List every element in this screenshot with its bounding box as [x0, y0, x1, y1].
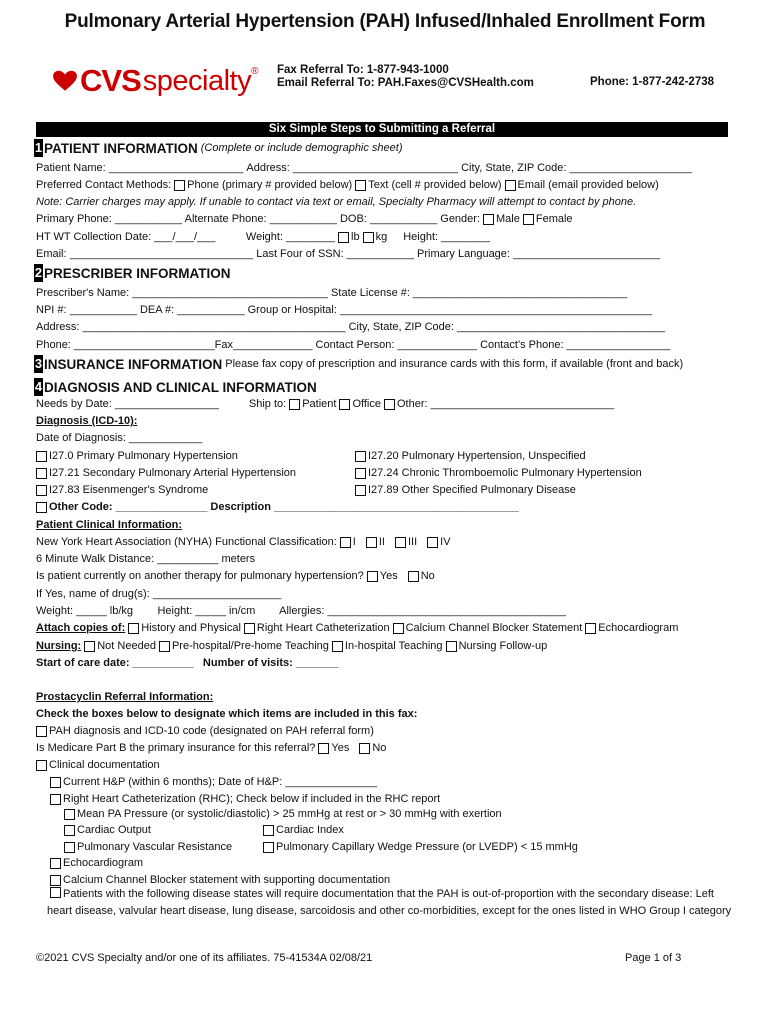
section-subtitle: Please fax copy of prescription and insurance cards with this form, if available (front and back)	[225, 358, 684, 370]
option-label: Patient	[302, 398, 337, 410]
lb-checkbox[interactable]	[338, 232, 349, 243]
height-field[interactable]: Height: ________	[403, 231, 491, 243]
option-label: Text (cell # provided below)	[368, 179, 502, 191]
option-label: kg	[375, 231, 388, 243]
section-subtitle: (Complete or include demographic sheet)	[200, 142, 403, 154]
item-label: Clinical documentation	[49, 759, 160, 771]
preferred-contact-line	[36, 178, 659, 192]
dx-option	[33, 466, 296, 480]
attach-ccb-checkbox[interactable]	[393, 623, 404, 634]
nursing-inhospital-checkbox[interactable]	[332, 641, 343, 652]
needs-by-field[interactable]: Needs by Date: _________________	[36, 398, 219, 410]
email-checkbox[interactable]	[505, 180, 516, 191]
item-label: Cardiac Index	[276, 824, 344, 836]
clinical-doc-checkbox[interactable]	[36, 760, 47, 771]
text-checkbox[interactable]	[355, 180, 366, 191]
pvr-item	[61, 840, 232, 854]
address-field[interactable]: Address: ___________________________	[246, 162, 462, 174]
other-therapy-label: Is patient currently on another therapy for pulmonary hypertension?	[36, 570, 364, 582]
clinical-doc-item	[33, 758, 160, 772]
clinical-info-heading: Patient Clinical Information:	[36, 519, 183, 531]
steps-banner: Six Simple Steps to Submitting a Referral	[36, 122, 728, 137]
cardiac-output-item	[61, 823, 151, 837]
female-checkbox[interactable]	[523, 214, 534, 225]
option-label: Nursing Follow-up	[458, 640, 548, 652]
nyha-3-checkbox[interactable]	[395, 537, 406, 548]
nursing-prehome-checkbox[interactable]	[159, 641, 170, 652]
prescriber-name-line[interactable]: Prescriber's Name: ________________________________ State License #: ___________________________________	[36, 287, 628, 299]
phone-checkbox[interactable]	[174, 180, 185, 191]
ship-office-checkbox[interactable]	[339, 399, 350, 410]
mpa-item	[61, 807, 502, 821]
dx-option	[33, 483, 208, 497]
rhc-item	[47, 792, 440, 806]
cardiac-output-checkbox[interactable]	[64, 825, 75, 836]
medicare-label: Is Medicare Part B the primary insurance for this referral?	[36, 742, 316, 754]
dx-label: I27.89 Other Specified Pulmonary Disease	[368, 484, 576, 496]
option-label: Yes	[331, 742, 350, 754]
city-field[interactable]: City, State, ZIP Code: ____________________	[461, 162, 692, 174]
item-label: Cardiac Output	[77, 824, 151, 836]
disease-states-checkbox[interactable]	[50, 887, 61, 898]
option-label: Female	[535, 213, 573, 225]
diagnosis-heading: Diagnosis (ICD-10):	[36, 415, 138, 427]
carrier-note: Note: Carrier charges may apply. If unable to contact via text or email, Specialty Pharmacy will attempt to contact by phone.	[36, 196, 637, 208]
dx-checkbox[interactable]	[36, 485, 47, 496]
nyha-label: New York Heart Association (NYHA) Functional Classification:	[36, 536, 337, 548]
dx-checkbox[interactable]	[355, 468, 366, 479]
htwt-fields[interactable]: HT WT Collection Date: ___/___/___ Weight: ________	[36, 231, 336, 243]
dx-option	[352, 449, 586, 463]
nursing-followup-checkbox[interactable]	[446, 641, 457, 652]
item-label: Pulmonary Vascular Resistance	[77, 841, 233, 853]
ccb-item	[47, 873, 390, 887]
option-label: Echocardiogram	[598, 622, 679, 634]
item-label: Current H&P (within 6 months); Date of H&P: _______________	[63, 776, 378, 788]
echo-item	[47, 856, 143, 870]
pah-dx-item	[33, 724, 374, 738]
referral-contacts	[277, 64, 534, 90]
option-label: Other: ______________________________	[396, 398, 615, 410]
section-3-header	[34, 355, 683, 373]
item-label: Echocardiogram	[63, 857, 144, 869]
dx-option	[352, 483, 576, 497]
fax-referral: Fax Referral To: 1-877-943-1000	[277, 64, 449, 76]
option-label: History and Physical	[141, 622, 241, 634]
therapy-no-checkbox[interactable]	[408, 571, 419, 582]
section-2-header	[34, 264, 231, 282]
nursing-label: Nursing:	[36, 640, 82, 652]
section-title: DIAGNOSIS AND CLINICAL INFORMATION	[44, 379, 317, 395]
attach-hp-checkbox[interactable]	[128, 623, 139, 634]
email-ssn-line[interactable]: Email: ______________________________ Last Four of SSN: ___________ Primary Language: ________________________	[36, 248, 660, 260]
male-checkbox[interactable]	[483, 214, 494, 225]
mpa-checkbox[interactable]	[64, 809, 75, 820]
phone-dob-line	[36, 212, 573, 226]
nyha-1-checkbox[interactable]	[340, 537, 351, 548]
medicare-no-checkbox[interactable]	[359, 743, 370, 754]
nyha-2-checkbox[interactable]	[366, 537, 377, 548]
option-label: Right Heart Catheterization	[256, 622, 390, 634]
section-4-header	[34, 378, 317, 396]
nyha-line	[36, 535, 451, 549]
weight-height-allergies-line[interactable]: Weight: _____ lb/kg Height: _____ in/cm Allergies: _______________________________________	[36, 605, 567, 617]
section-number: 4	[34, 379, 43, 394]
hp-checkbox[interactable]	[50, 777, 61, 788]
prescriber-address-line[interactable]: Address: ___________________________________________ City, State, ZIP Code: __________________________________	[36, 321, 665, 333]
option-label: Office	[352, 398, 381, 410]
therapy-yes-checkbox[interactable]	[367, 571, 378, 582]
heart-icon	[52, 68, 78, 94]
kg-checkbox[interactable]	[363, 232, 374, 243]
ccb-checkbox[interactable]	[50, 875, 61, 886]
npi-line[interactable]: NPI #: ___________ DEA #: ___________ Group or Hospital: ___________________________________________________	[36, 304, 652, 316]
ship-patient-checkbox[interactable]	[289, 399, 300, 410]
pcwp-item	[260, 840, 578, 854]
option-label: Pre-hospital/Pre-home Teaching	[171, 640, 329, 652]
dx-label: I27.0 Primary Pulmonary Hypertension	[49, 450, 238, 462]
prescriber-phone-line[interactable]: Phone: _______________________Fax_____________ Contact Person: _____________ Contact's Phone: _________________	[36, 339, 671, 351]
rhc-checkbox[interactable]	[50, 794, 61, 805]
option-label: lb	[351, 231, 360, 243]
patient-name-field[interactable]: Patient Name: ______________________	[36, 162, 247, 174]
option-label: II	[378, 536, 385, 548]
option-label: I	[352, 536, 356, 548]
pvr-checkbox[interactable]	[64, 842, 75, 853]
section-number: 3	[34, 356, 43, 371]
option-label: III	[407, 536, 418, 548]
dx-checkbox[interactable]	[355, 485, 366, 496]
item-label: Right Heart Catheterization (RHC); Check below if included in the RHC report	[63, 793, 441, 805]
patient-name-line	[36, 161, 692, 175]
logo-suffix: specialty	[142, 64, 252, 97]
needs-by-line	[36, 397, 614, 411]
check-boxes-instruction: Check the boxes below to designate which items are included in this fax:	[36, 708, 418, 720]
other-therapy-line	[36, 569, 435, 583]
option-label: Calcium Channel Blocker Statement	[405, 622, 583, 634]
dx-label: I27.20 Pulmonary Hypertension, Unspecified	[368, 450, 586, 462]
dx-checkbox[interactable]	[36, 468, 47, 479]
dx-option	[352, 466, 642, 480]
pcwp-checkbox[interactable]	[263, 842, 274, 853]
echo-checkbox[interactable]	[50, 858, 61, 869]
drug-names-field[interactable]: If Yes, name of drug(s): _____________________	[36, 588, 282, 600]
option-label: No	[420, 570, 435, 582]
item-label: Patients with the following disease states will require documentation that the PAH is out-of-proportion with the secondary disease: Left heart disease, valvular heart disease, lung disease, sarcoidosis and other co-morbidities, except for the ones listed in WHO Group I category	[47, 888, 732, 917]
attach-copies-line	[36, 621, 678, 635]
logo-brand: CVS	[80, 63, 141, 98]
section-number: 2	[34, 265, 43, 280]
item-label: Calcium Channel Blocker statement with supporting documentation	[63, 874, 391, 886]
item-label: Mean PA Pressure (or systolic/diastolic) > 25 mmHg at rest or > 30 mmHg with exertion	[77, 808, 502, 820]
nursing-not-needed-checkbox[interactable]	[84, 641, 95, 652]
section-1-header	[34, 139, 403, 157]
pah-dx-checkbox[interactable]	[36, 726, 47, 737]
page-number: Page 1 of 3	[625, 952, 682, 964]
dx-option	[33, 449, 238, 463]
section-title: PRESCRIBER INFORMATION	[44, 265, 231, 281]
option-label: No	[372, 742, 387, 754]
prostacyclin-heading: Prostacyclin Referral Information:	[36, 691, 214, 703]
attach-rhc-checkbox[interactable]	[244, 623, 255, 634]
cardiac-index-checkbox[interactable]	[263, 825, 274, 836]
dx-label: I27.83 Eisenmenger's Syndrome	[49, 484, 209, 496]
other-code-field[interactable]: Other Code: _______________ Description ________________________________________	[49, 501, 519, 513]
form-title: Pulmonary Arterial Hypertension (PAH) Infused/Inhaled Enrollment Form	[64, 11, 706, 32]
logo-reg: ®	[251, 65, 259, 77]
other-code-line	[33, 500, 519, 514]
walk-distance-field[interactable]: 6 Minute Walk Distance: __________ meters	[36, 553, 256, 565]
dx-label: I27.24 Chronic Thromboemolic Pulmonary Hypertension	[368, 467, 642, 479]
item-label: Pulmonary Capillary Wedge Pressure (or LVEDP) < 15 mmHg	[276, 841, 578, 853]
dx-checkbox[interactable]	[355, 451, 366, 462]
option-label: Not Needed	[97, 640, 156, 652]
phone-dob-fields[interactable]: Primary Phone: ___________ Alternate Phone: ___________ DOB: ___________ Gender:	[36, 213, 481, 225]
preferred-contact-label: Preferred Contact Methods:	[36, 179, 172, 191]
email-referral: Email Referral To: PAH.Faxes@CVSHealth.com	[277, 77, 534, 89]
section-title: INSURANCE INFORMATION	[44, 356, 223, 372]
phone-number: Phone: 1-877-242-2738	[590, 76, 715, 88]
section-title: PATIENT INFORMATION	[44, 140, 198, 156]
cardiac-index-item	[260, 823, 344, 837]
nursing-line	[36, 639, 547, 653]
ship-to-label: Ship to:	[248, 398, 287, 410]
other-code-checkbox[interactable]	[36, 502, 47, 513]
htwt-line	[36, 230, 490, 244]
dx-label: I27.21 Secondary Pulmonary Arterial Hypertension	[49, 467, 297, 479]
start-of-care-line[interactable]: Start of care date: __________ Number of visits: _______	[36, 657, 339, 669]
medicare-yes-checkbox[interactable]	[318, 743, 329, 754]
option-label: Email (email provided below)	[517, 179, 659, 191]
diagnosis-date-field[interactable]: Date of Diagnosis: ____________	[36, 432, 203, 444]
option-label: IV	[440, 536, 451, 548]
ship-other-checkbox[interactable]	[384, 399, 395, 410]
nyha-4-checkbox[interactable]	[427, 537, 438, 548]
section-number: 1	[34, 140, 43, 155]
item-label: PAH diagnosis and ICD-10 code (designated on PAH referral form)	[49, 725, 374, 737]
disease-states-item	[47, 886, 737, 920]
medicare-line	[36, 741, 386, 755]
option-label: Male	[496, 213, 520, 225]
cvs-specialty-logo	[52, 64, 258, 98]
attach-copies-label: Attach copies of:	[36, 622, 126, 634]
copyright: ©2021 CVS Specialty and/or one of its affiliates. 75-41534A 02/08/21	[36, 952, 373, 964]
option-label: Phone (primary # provided below)	[187, 179, 353, 191]
attach-echo-checkbox[interactable]	[585, 623, 596, 634]
dx-checkbox[interactable]	[36, 451, 47, 462]
option-label: Yes	[379, 570, 398, 582]
option-label: In-hospital Teaching	[344, 640, 443, 652]
hp-item	[47, 775, 377, 789]
